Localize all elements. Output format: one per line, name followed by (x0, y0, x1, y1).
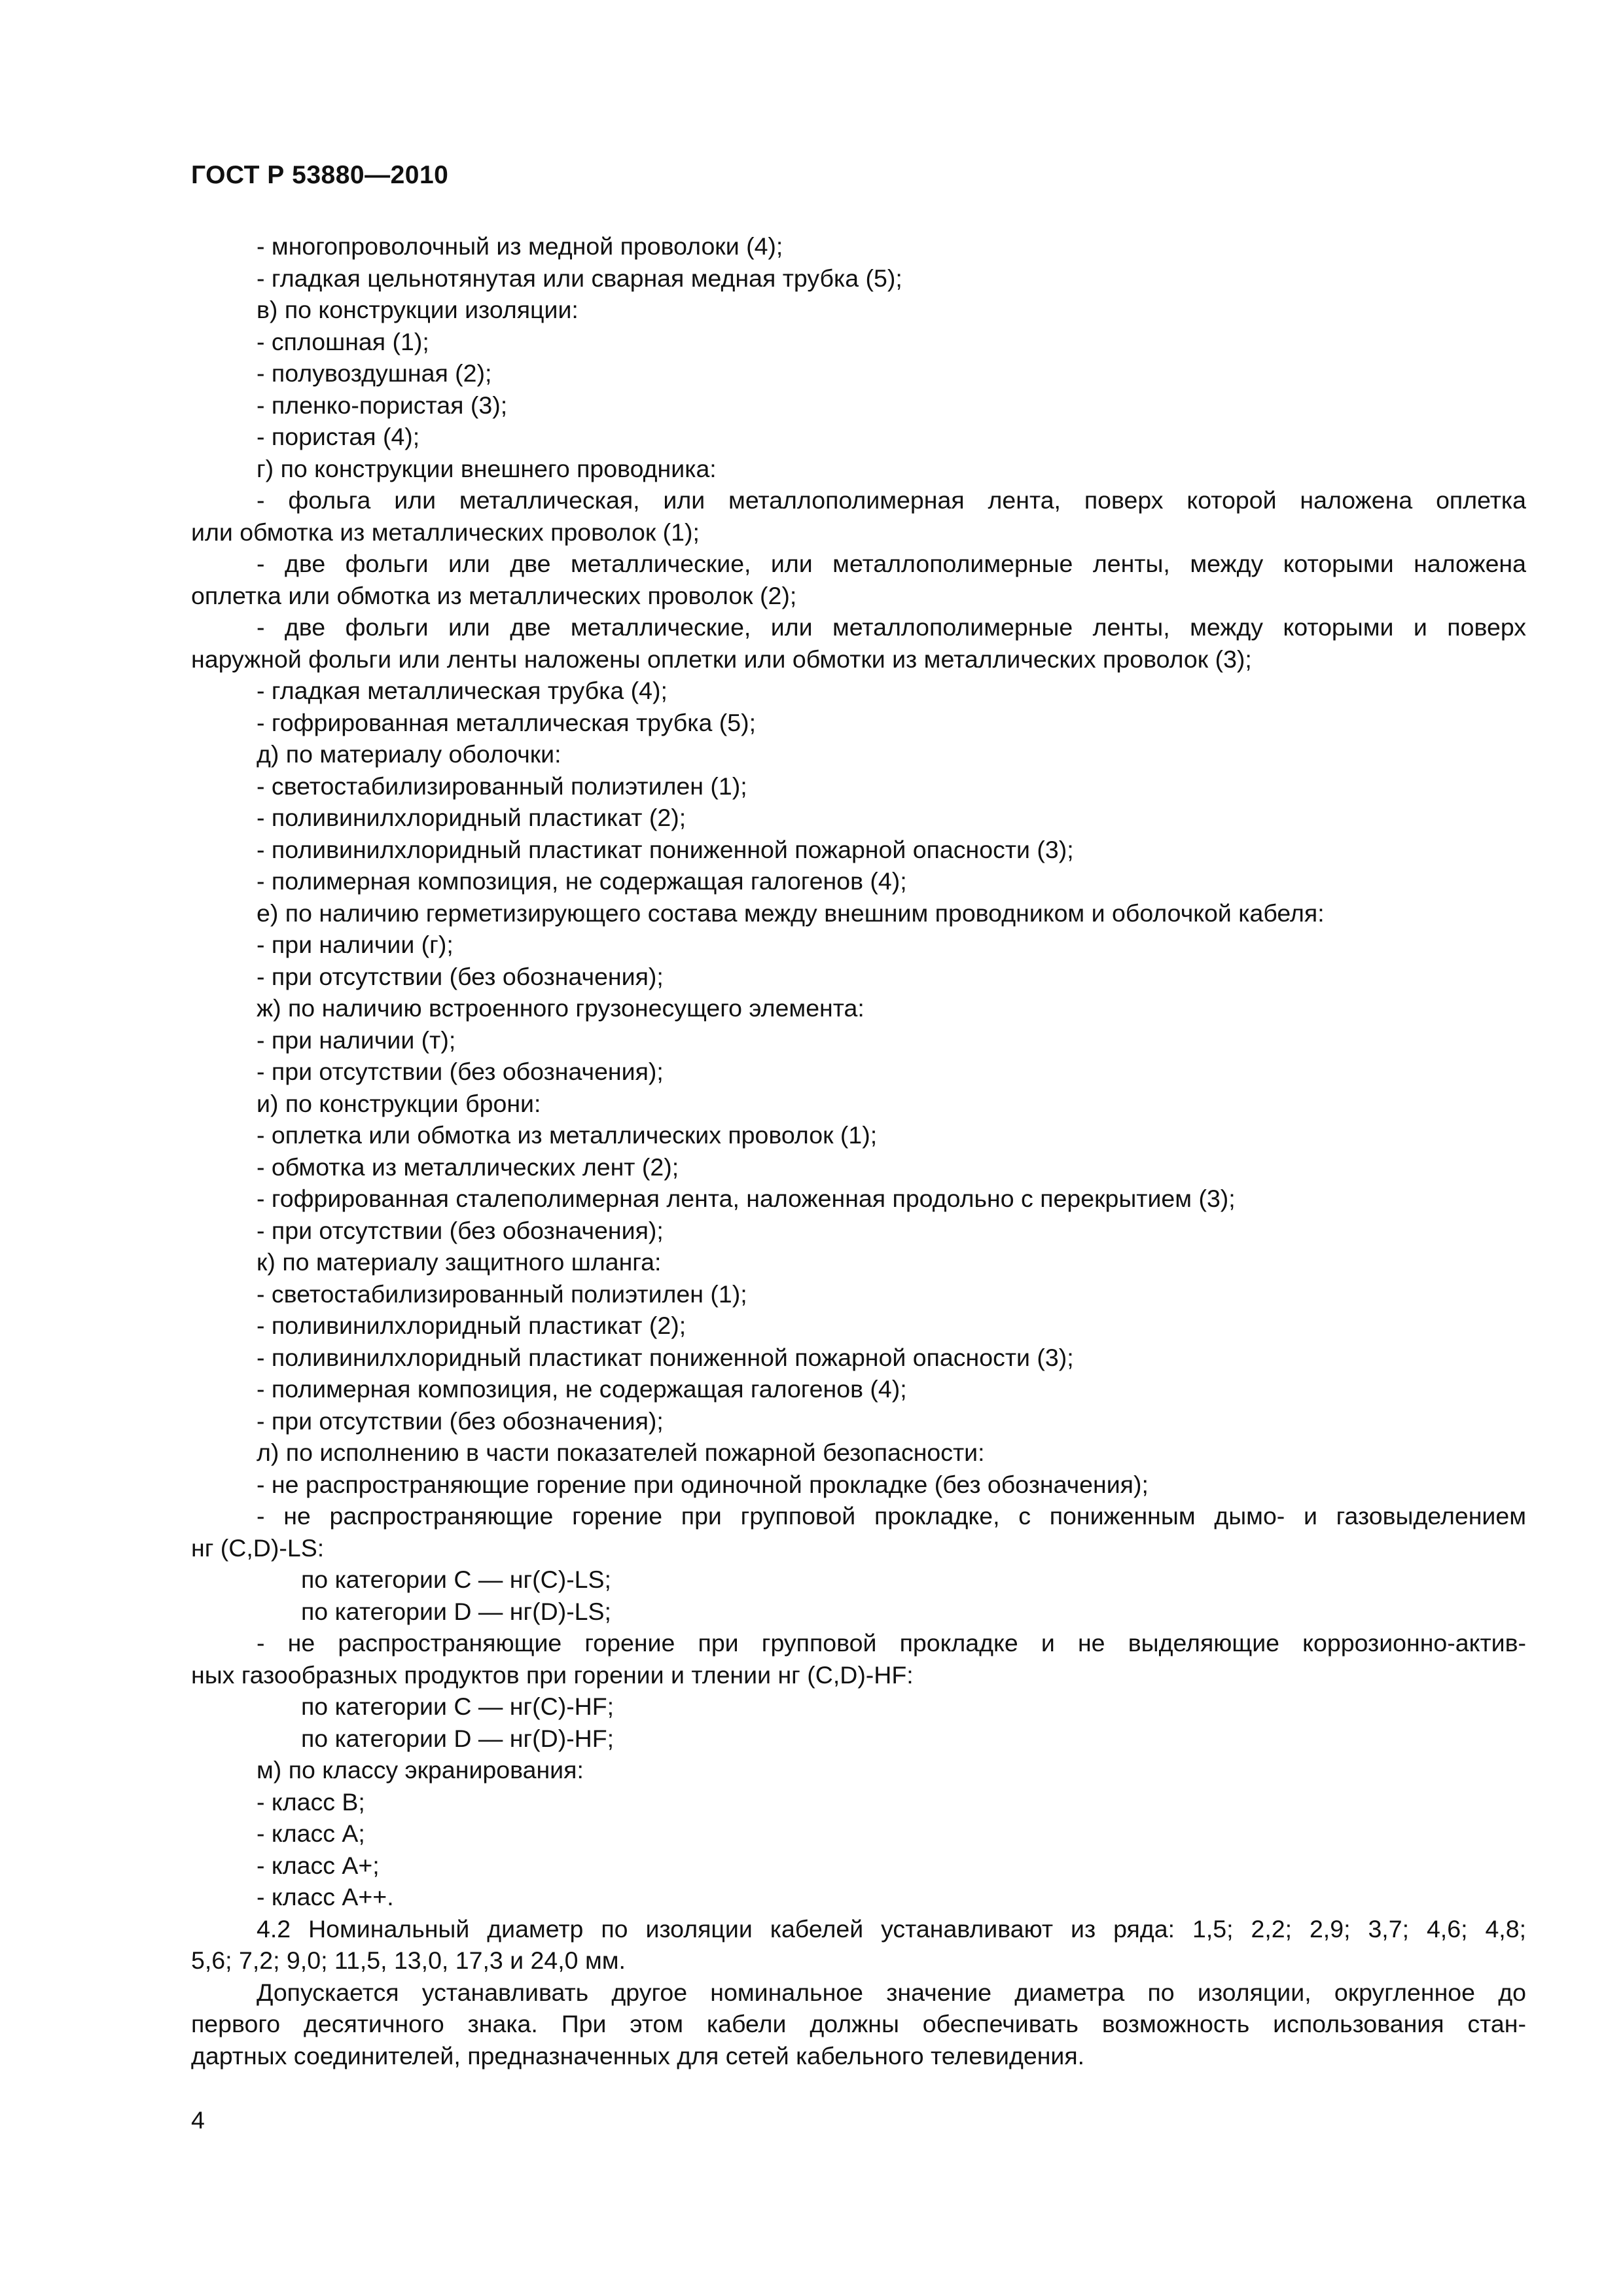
text-line: - при отсутствии (без обозначения); (257, 1407, 664, 1435)
text-line: - не распространяющие горение при групповой прокладке и не выделяющие коррозионно-актив- (257, 1629, 1526, 1657)
text-line: и) по конструкции брони: (257, 1089, 541, 1117)
text-line: - обмотка из металлических лент (2); (257, 1153, 679, 1181)
text-line: - пористая (4); (257, 423, 420, 450)
text-line: - не распространяющие горение при одиночной прокладке (без обозначения); (257, 1470, 1149, 1498)
text-line: - гладкая цельнотянутая или сварная медная трубка (5); (257, 264, 902, 292)
text-line: - при наличии (т); (257, 1026, 456, 1054)
text-line: - фольга или металлическая, или металлополимерная лента, поверх которой наложена оплетка (257, 486, 1526, 514)
text-line: наружной фольги или ленты наложены оплетки или обмотки из металлических проволок (3); (191, 645, 1252, 673)
text-line: м) по классу экранирования: (257, 1756, 584, 1784)
text-line: - поливинилхлоридный пластикат пониженной пожарной опасности (3); (257, 1343, 1074, 1371)
text-line: по категории С — нг(С)-LS; (301, 1566, 611, 1593)
text-line: по категории С — нг(С)-HF; (301, 1693, 615, 1720)
text-line: д) по материалу оболочки: (257, 740, 562, 768)
text-line: 5,6; 7,2; 9,0; 11,5, 13,0, 17,3 и 24,0 мм. (191, 1946, 626, 1974)
text-line: - полимерная композиция, не содержащая галогенов (4); (257, 867, 907, 895)
text-line: - класс А+; (257, 1851, 380, 1879)
text-line: - пленко-пористая (3); (257, 391, 508, 419)
text-line: - гофрированная сталеполимерная лента, наложенная продольно с перекрытием (3); (257, 1185, 1236, 1212)
text-line: - сплошная (1); (257, 327, 429, 355)
text-line: - две фольги или две металлические, или металлополимерные ленты, между которыми и поверх (257, 613, 1526, 641)
document-body (191, 230, 1526, 2072)
text-line: - класс А; (257, 1820, 365, 1847)
text-line: к) по материалу защитного шланга: (257, 1248, 662, 1276)
text-line: - поливинилхлоридный пластикат пониженной пожарной опасности (3); (257, 835, 1074, 863)
text-line: - светостабилизированный полиэтилен (1); (257, 772, 747, 800)
text-line: г) по конструкции внешнего проводника: (257, 454, 717, 482)
text-line: - светостабилизированный полиэтилен (1); (257, 1280, 747, 1308)
text-line: по категории D — нг(D)-LS; (301, 1597, 611, 1625)
text-line: 4.2 Номинальный диаметр по изоляции кабелей устанавливают из ряда: 1,5; 2,2; 2,9; 3,7; 4,6; 4,8; (257, 1914, 1526, 1943)
text-line: дартных соединителей, предназначенных для сетей кабельного телевидения. (191, 2041, 1085, 2070)
text-line: - гофрированная металлическая трубка (5); (257, 708, 757, 736)
text-line: - при отсутствии (без обозначения); (257, 962, 664, 990)
text-line: нг (С,D)-LS: (191, 1534, 325, 1562)
text-line: л) по исполнению в части показателей пожарной безопасности: (257, 1439, 985, 1466)
text-line: е) по наличию герметизирующего состава между внешним проводником и оболочкой кабеля: (257, 899, 1325, 927)
text-line: в) по конструкции изоляции: (257, 296, 579, 323)
text-line: - класс А++. (257, 1883, 394, 1910)
text-line: - при отсутствии (без обозначения); (257, 1216, 664, 1244)
text-line: - не распространяющие горение при групповой прокладке, с пониженным дымо- и газовыделением (257, 1502, 1526, 1530)
text-line: первого десятичного знака. При этом кабели должны обеспечивать возможность использования стан- (191, 2010, 1526, 2037)
text-line: - оплетка или обмотка из металлических проволок (1); (257, 1121, 878, 1149)
text-line: - при отсутствии (без обозначения); (257, 1058, 664, 1085)
text-line: ж) по наличию встроенного грузонесущего элемента: (257, 994, 865, 1022)
page-number: 4 (191, 2106, 205, 2134)
text-line: - при наличии (г); (257, 931, 454, 958)
document-header: ГОСТ Р 53880—2010 (191, 161, 449, 189)
text-line: - полимерная композиция, не содержащая галогенов (4); (257, 1375, 907, 1403)
text-line: - многопроволочный из медной проволоки (4); (257, 232, 783, 260)
text-line: или обмотка из металлических проволок (1); (191, 518, 700, 546)
text-line: - поливинилхлоридный пластикат (2); (257, 1312, 687, 1339)
text-line: - поливинилхлоридный пластикат (2); (257, 804, 687, 831)
text-line: - две фольги или две металлические, или металлополимерные ленты, между которыми наложена (257, 550, 1526, 577)
text-line: Допускается устанавливать другое номинальное значение диаметра по изоляции, округленное до (257, 1978, 1526, 2006)
text-line: - класс В; (257, 1787, 365, 1816)
text-line: - полувоздушная (2); (257, 359, 492, 387)
text-line: оплетка или обмотка из металлических проволок (2); (191, 581, 797, 609)
text-line: - гладкая металлическая трубка (4); (257, 677, 668, 704)
text-line: по категории D — нг(D)-HF; (301, 1724, 615, 1752)
text-line: ных газообразных продуктов при горении и тлении нг (С,D)-HF: (191, 1660, 914, 1689)
